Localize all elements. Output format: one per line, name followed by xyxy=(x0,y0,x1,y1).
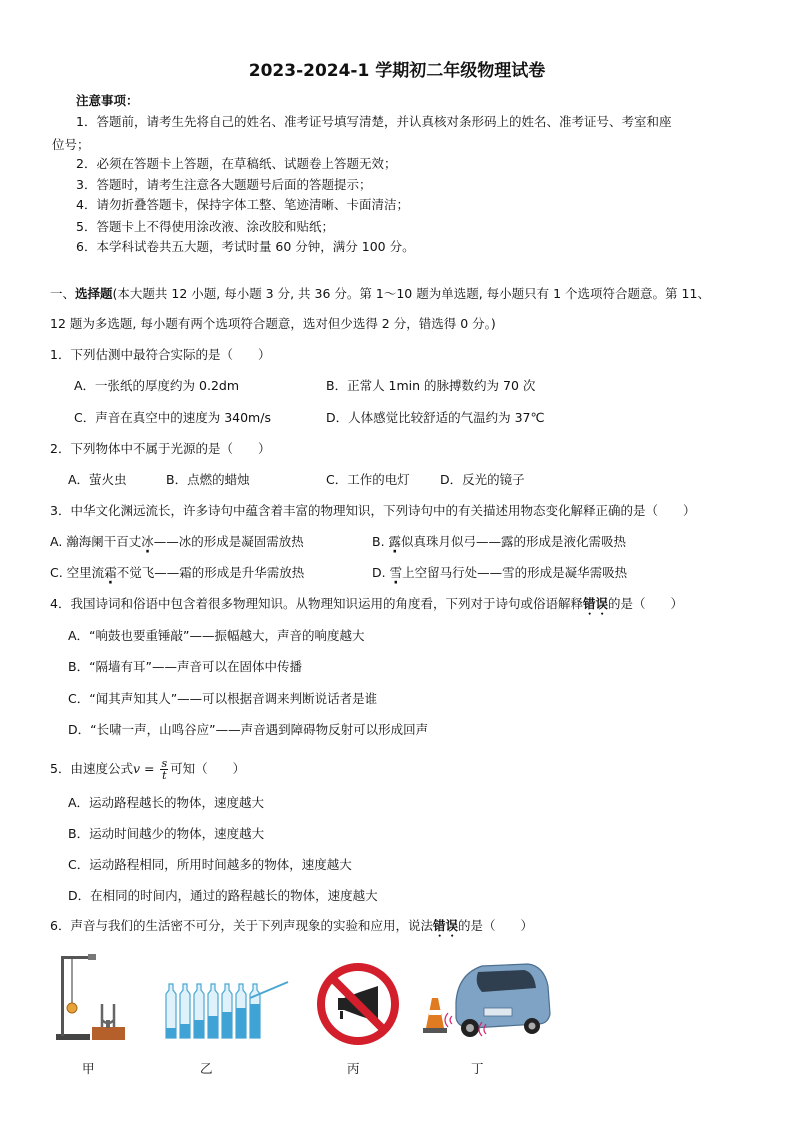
q6-stem-text: 6．声音与我们的生活密不可分，关于下列声现象的实验和应用，说法 xyxy=(50,918,433,933)
q3-c-text: C. 空里流 xyxy=(50,565,105,580)
q3-a-text-2: ——冰的形成是凝固需放热 xyxy=(153,534,304,549)
note-item: 位号； xyxy=(52,137,90,152)
q4-stem-text: 4．我国诗词和俗语中包含着很多物理知识。从物理知识运用的角度看，下列对于诗句或俗语解释 xyxy=(50,596,583,611)
q3-b-keyword: 露 xyxy=(388,534,402,549)
q1-option-b: B．正常人 1min 的脉搏数约为 70 次 xyxy=(326,378,536,393)
note-item: 3．答题时，请考生注意各大题题号后面的答题提示； xyxy=(76,177,372,192)
q5-denominator: t xyxy=(162,769,167,782)
q5-stem-text-2: 可知（ ） xyxy=(170,761,246,776)
note-item: 5．答题卡上不得使用涂改液、涂改胶和贴纸； xyxy=(76,219,334,234)
q3-option-d xyxy=(372,565,627,581)
figure-caption-bing: 丙 xyxy=(347,1061,360,1076)
q3-option-a xyxy=(50,534,304,550)
q3-c-keyword: 霜 xyxy=(104,565,117,580)
q3-d-text-2: 上空留马行处——雪的形成是凝华需吸热 xyxy=(402,565,628,580)
section-desc-cont: 12 题为多选题, 每小题有两个选项符合题意，选对但少选得 2 分，错选得 0 分。) xyxy=(50,316,496,331)
section-desc: (本大题共 12 小题, 每小题 3 分, 共 36 分。第 1～10 题为单选题, 每小题只有 1 个选项符合题意。第 11、 xyxy=(112,286,710,301)
q4-option-d: D．“长啸一声，山鸣谷应”——声音遇到障碍物反射可以形成回声 xyxy=(68,722,429,737)
q3-a-text: A. 瀚海阑干百丈 xyxy=(50,534,142,549)
q5-option-a: A．运动路程越长的物体，速度越大 xyxy=(68,795,265,810)
q3-d-keyword: 雪 xyxy=(389,565,403,580)
q2-option-a: A．萤火虫 xyxy=(68,472,127,487)
q3-a-keyword: 冰 xyxy=(141,534,154,549)
question-3-stem: 3．中华文化渊远流长，许多诗句中蕴含着丰富的物理知识，下列诗句中的有关描述用物态变化解释正确的是（ ） xyxy=(50,503,696,518)
note-item: 2．必须在答题卡上答题，在草稿纸、试题卷上答题无效； xyxy=(76,156,397,171)
question-1-stem: 1．下列估测中最符合实际的是（ ） xyxy=(50,347,271,362)
q3-b-text-2: 似真珠月似弓——露的形成是液化需吸热 xyxy=(401,534,627,549)
q1-option-d: D．人体感觉比较舒适的气温约为 37℃ xyxy=(326,410,545,425)
q3-option-c xyxy=(50,565,304,581)
q4-option-a: A．“响鼓也要重锤敲”——振幅越大，声音的响度越大 xyxy=(68,628,365,643)
q5-option-b: B．运动时间越少的物体，速度越大 xyxy=(68,826,265,841)
q3-c-text-2: 不觉飞——霜的形成是升华需放热 xyxy=(116,565,305,580)
figure-caption-jia: 甲 xyxy=(82,1061,95,1076)
q5-numerator: s xyxy=(161,757,168,770)
q3-b-text: B. xyxy=(372,534,389,549)
question-2-stem: 2．下列物体中不属于光源的是（ ） xyxy=(50,441,271,456)
no-horn-sign-icon xyxy=(316,962,400,1046)
section-prefix: 一、 xyxy=(50,286,76,301)
q4-stem-text-2: 的是（ ） xyxy=(607,596,683,611)
q3-d-text: D. xyxy=(372,565,390,580)
q5-stem-text: 5．由速度公式 xyxy=(50,761,133,776)
q2-option-b: B．点燃的蜡烛 xyxy=(166,472,250,487)
page-title: 2023-2024-1 学期初二年级物理试卷 xyxy=(248,61,546,81)
q2-option-d: D．反光的镜子 xyxy=(440,472,525,487)
section-name: 选择题 xyxy=(75,286,113,301)
q5-equals: = xyxy=(140,761,159,776)
question-4-stem xyxy=(50,596,683,618)
q6-stem-emphasis: 错误 xyxy=(432,918,458,933)
tuning-fork-pendulum-figure xyxy=(48,948,128,1044)
water-bottles-figure xyxy=(162,978,292,1042)
q5-velocity-symbol: v xyxy=(132,761,141,776)
q2-option-c: C．工作的电灯 xyxy=(326,472,410,487)
q6-stem-text-2: 的是（ ） xyxy=(457,918,533,933)
q4-stem-emphasis: 错误 xyxy=(582,596,608,611)
note-item: 6．本学科试卷共五大题，考试时量 60 分钟，满分 100 分。 xyxy=(76,239,415,254)
section-1-header xyxy=(50,286,710,302)
car-reversing-radar-figure xyxy=(420,958,552,1038)
figure-caption-yi: 乙 xyxy=(200,1061,213,1076)
note-item: 1．答题前，请考生先将自己的姓名、准考证号填写清楚，并认真核对条形码上的姓名、准考证号、考室和座 xyxy=(76,114,672,129)
q1-option-c: C．声音在真空中的速度为 340m/s xyxy=(74,410,271,425)
question-6-stem xyxy=(50,918,533,940)
notes-heading: 注意事项： xyxy=(76,93,139,108)
q5-option-c: C．运动路程相同，所用时间越多的物体，速度越大 xyxy=(68,857,352,872)
question-5-stem xyxy=(50,756,245,782)
q4-option-b: B．“隔墙有耳”——声音可以在固体中传播 xyxy=(68,659,303,674)
q3-option-b xyxy=(372,534,626,550)
q5-option-d: D．在相同的时间内，通过的路程越长的物体，速度越大 xyxy=(68,888,378,903)
q1-option-a: A．一张纸的厚度约为 0.2dm xyxy=(74,378,240,393)
note-item: 4．请勿折叠答题卡，保持字体工整、笔迹清晰、卡面清洁； xyxy=(76,197,409,212)
q5-fraction xyxy=(160,758,168,781)
figure-caption-ding: 丁 xyxy=(471,1061,484,1076)
q4-option-c: C．“闻其声知其人”——可以根据音调来判断说话者是谁 xyxy=(68,691,378,706)
